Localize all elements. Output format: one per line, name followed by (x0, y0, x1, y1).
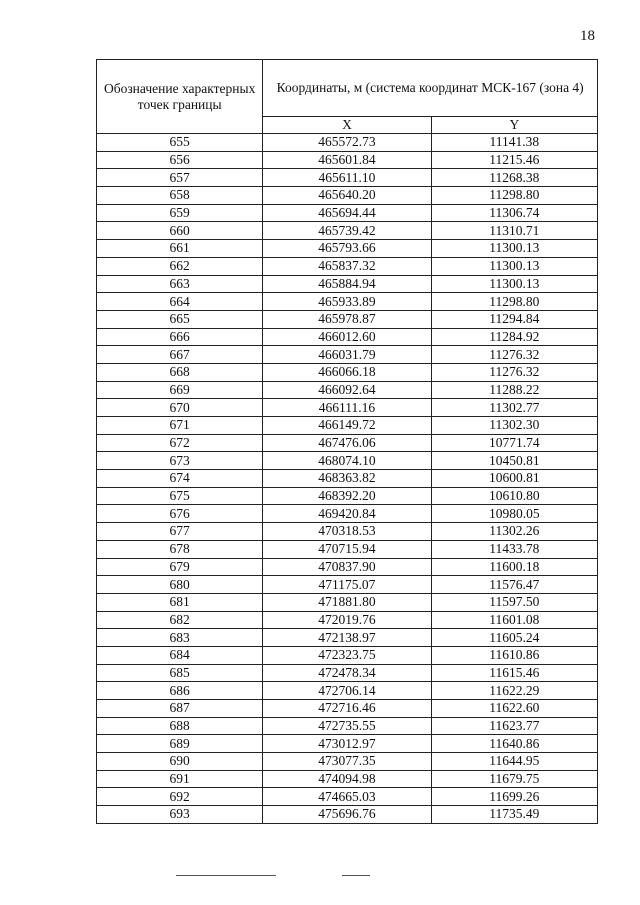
x-coordinate-cell: 465978.87 (263, 310, 431, 328)
table-row (97, 682, 598, 700)
point-id-cell: 690 (97, 753, 263, 771)
x-coordinate-cell: 472323.75 (263, 646, 431, 664)
point-id-cell: 682 (97, 611, 263, 629)
table-row (97, 328, 598, 346)
x-coordinate-cell: 468074.10 (263, 452, 431, 470)
x-coordinate-cell: 466111.16 (263, 399, 431, 417)
table-row (97, 134, 598, 152)
point-id-cell: 660 (97, 222, 263, 240)
point-id-cell: 680 (97, 576, 263, 594)
y-coordinate-cell: 11433.78 (431, 540, 597, 558)
coordinates-table (96, 59, 598, 824)
x-coordinate-cell: 465739.42 (263, 222, 431, 240)
point-id-cell: 674 (97, 470, 263, 488)
table-row (97, 187, 598, 205)
y-coordinate-cell: 11300.13 (431, 257, 597, 275)
y-coordinate-cell: 11601.08 (431, 611, 597, 629)
table-row (97, 293, 598, 311)
point-id-cell: 662 (97, 257, 263, 275)
table-row (97, 151, 598, 169)
y-coordinate-cell: 11605.24 (431, 629, 597, 647)
point-id-cell: 656 (97, 151, 263, 169)
x-coordinate-cell: 473012.97 (263, 735, 431, 753)
x-coordinate-cell: 472716.46 (263, 700, 431, 718)
x-coordinate-cell: 471881.80 (263, 593, 431, 611)
table-row (97, 505, 598, 523)
table-row (97, 363, 598, 381)
x-coordinate-cell: 466092.64 (263, 381, 431, 399)
point-id-cell: 669 (97, 381, 263, 399)
point-id-cell: 678 (97, 540, 263, 558)
point-id-cell: 671 (97, 417, 263, 435)
x-coordinate-cell: 472019.76 (263, 611, 431, 629)
coordinates-column-header: Координаты, м (система координат МСК-167 (зона 4) (263, 60, 598, 117)
point-id-cell: 665 (97, 310, 263, 328)
table-row (97, 717, 598, 735)
x-coordinate-cell: 465611.10 (263, 169, 431, 187)
point-id-cell: 675 (97, 487, 263, 505)
y-coordinate-cell: 11141.38 (431, 134, 597, 152)
point-id-cell: 693 (97, 806, 263, 824)
table-row (97, 735, 598, 753)
table-row (97, 434, 598, 452)
table-row (97, 381, 598, 399)
point-id-cell: 659 (97, 204, 263, 222)
table-row (97, 593, 598, 611)
y-coordinate-cell: 11288.22 (431, 381, 597, 399)
y-column-header: Y (431, 117, 597, 134)
x-coordinate-cell: 465601.84 (263, 151, 431, 169)
table-body (97, 134, 598, 824)
table-row (97, 310, 598, 328)
x-coordinate-cell: 465884.94 (263, 275, 431, 293)
table-row (97, 700, 598, 718)
y-coordinate-cell: 10450.81 (431, 452, 597, 470)
x-coordinate-cell: 472735.55 (263, 717, 431, 735)
y-coordinate-cell: 11306.74 (431, 204, 597, 222)
table-row (97, 576, 598, 594)
point-id-cell: 673 (97, 452, 263, 470)
y-coordinate-cell: 10771.74 (431, 434, 597, 452)
point-id-cell: 666 (97, 328, 263, 346)
x-coordinate-cell: 470837.90 (263, 558, 431, 576)
table-row (97, 399, 598, 417)
x-coordinate-cell: 468363.82 (263, 470, 431, 488)
point-id-cell: 658 (97, 187, 263, 205)
y-coordinate-cell: 11276.32 (431, 363, 597, 381)
table-row (97, 540, 598, 558)
table-row (97, 257, 598, 275)
point-id-cell: 692 (97, 788, 263, 806)
point-id-cell: 677 (97, 523, 263, 541)
y-coordinate-cell: 11600.18 (431, 558, 597, 576)
table-row (97, 753, 598, 771)
point-id-cell: 686 (97, 682, 263, 700)
x-coordinate-cell: 472706.14 (263, 682, 431, 700)
y-coordinate-cell: 11302.26 (431, 523, 597, 541)
table-row (97, 523, 598, 541)
x-coordinate-cell: 473077.35 (263, 753, 431, 771)
point-column-header: Обозначение характерных точек границы (97, 60, 263, 134)
x-coordinate-cell: 466031.79 (263, 346, 431, 364)
point-id-cell: 668 (97, 363, 263, 381)
point-id-cell: 657 (97, 169, 263, 187)
x-coordinate-cell: 465933.89 (263, 293, 431, 311)
table-row (97, 629, 598, 647)
point-id-cell: 683 (97, 629, 263, 647)
table-row (97, 487, 598, 505)
y-coordinate-cell: 11610.86 (431, 646, 597, 664)
x-coordinate-cell: 465572.73 (263, 134, 431, 152)
y-coordinate-cell: 11644.95 (431, 753, 597, 771)
y-coordinate-cell: 11284.92 (431, 328, 597, 346)
point-id-cell: 679 (97, 558, 263, 576)
x-coordinate-cell: 475696.76 (263, 806, 431, 824)
table-row (97, 169, 598, 187)
point-id-cell: 661 (97, 240, 263, 258)
point-id-cell: 685 (97, 664, 263, 682)
y-coordinate-cell: 11310.71 (431, 222, 597, 240)
point-id-cell: 681 (97, 593, 263, 611)
table-row (97, 470, 598, 488)
y-coordinate-cell: 11622.60 (431, 700, 597, 718)
footer-rule-right (342, 875, 370, 876)
y-coordinate-cell: 11699.26 (431, 788, 597, 806)
y-coordinate-cell: 11298.80 (431, 187, 597, 205)
y-coordinate-cell: 11640.86 (431, 735, 597, 753)
x-coordinate-cell: 469420.84 (263, 505, 431, 523)
y-coordinate-cell: 11294.84 (431, 310, 597, 328)
y-coordinate-cell: 11576.47 (431, 576, 597, 594)
footer-rule-left (176, 875, 276, 876)
x-coordinate-cell: 474665.03 (263, 788, 431, 806)
page-number: 18 (580, 28, 595, 44)
point-id-cell: 691 (97, 770, 263, 788)
table-row (97, 275, 598, 293)
y-coordinate-cell: 10600.81 (431, 470, 597, 488)
table-row (97, 204, 598, 222)
point-id-cell: 664 (97, 293, 263, 311)
table-row (97, 452, 598, 470)
x-coordinate-cell: 466066.18 (263, 363, 431, 381)
table-row (97, 346, 598, 364)
x-coordinate-cell: 465793.66 (263, 240, 431, 258)
point-id-cell: 684 (97, 646, 263, 664)
x-coordinate-cell: 471175.07 (263, 576, 431, 594)
x-coordinate-cell: 472138.97 (263, 629, 431, 647)
y-coordinate-cell: 11622.29 (431, 682, 597, 700)
y-coordinate-cell: 11615.46 (431, 664, 597, 682)
table-header (97, 60, 598, 134)
x-coordinate-cell: 466012.60 (263, 328, 431, 346)
point-id-cell: 688 (97, 717, 263, 735)
table-row (97, 611, 598, 629)
y-coordinate-cell: 11300.13 (431, 240, 597, 258)
table-row (97, 646, 598, 664)
x-coordinate-cell: 468392.20 (263, 487, 431, 505)
table-row (97, 664, 598, 682)
y-coordinate-cell: 10610.80 (431, 487, 597, 505)
y-coordinate-cell: 10980.05 (431, 505, 597, 523)
x-coordinate-cell: 466149.72 (263, 417, 431, 435)
table-row (97, 806, 598, 824)
y-coordinate-cell: 11300.13 (431, 275, 597, 293)
y-coordinate-cell: 11597.50 (431, 593, 597, 611)
point-id-cell: 663 (97, 275, 263, 293)
table-row (97, 558, 598, 576)
table-row (97, 417, 598, 435)
point-id-cell: 687 (97, 700, 263, 718)
point-id-cell: 689 (97, 735, 263, 753)
point-id-cell: 672 (97, 434, 263, 452)
y-coordinate-cell: 11215.46 (431, 151, 597, 169)
x-coordinate-cell: 465694.44 (263, 204, 431, 222)
x-coordinate-cell: 467476.06 (263, 434, 431, 452)
x-column-header: X (263, 117, 431, 134)
x-coordinate-cell: 474094.98 (263, 770, 431, 788)
y-coordinate-cell: 11735.49 (431, 806, 597, 824)
y-coordinate-cell: 11298.80 (431, 293, 597, 311)
y-coordinate-cell: 11268.38 (431, 169, 597, 187)
y-coordinate-cell: 11302.30 (431, 417, 597, 435)
point-id-cell: 655 (97, 134, 263, 152)
x-coordinate-cell: 472478.34 (263, 664, 431, 682)
point-id-cell: 670 (97, 399, 263, 417)
x-coordinate-cell: 465640.20 (263, 187, 431, 205)
y-coordinate-cell: 11302.77 (431, 399, 597, 417)
table-row (97, 240, 598, 258)
x-coordinate-cell: 470715.94 (263, 540, 431, 558)
table-row (97, 788, 598, 806)
x-coordinate-cell: 465837.32 (263, 257, 431, 275)
y-coordinate-cell: 11623.77 (431, 717, 597, 735)
table-row (97, 222, 598, 240)
y-coordinate-cell: 11679.75 (431, 770, 597, 788)
x-coordinate-cell: 470318.53 (263, 523, 431, 541)
y-coordinate-cell: 11276.32 (431, 346, 597, 364)
point-id-cell: 676 (97, 505, 263, 523)
table-row (97, 770, 598, 788)
point-id-cell: 667 (97, 346, 263, 364)
